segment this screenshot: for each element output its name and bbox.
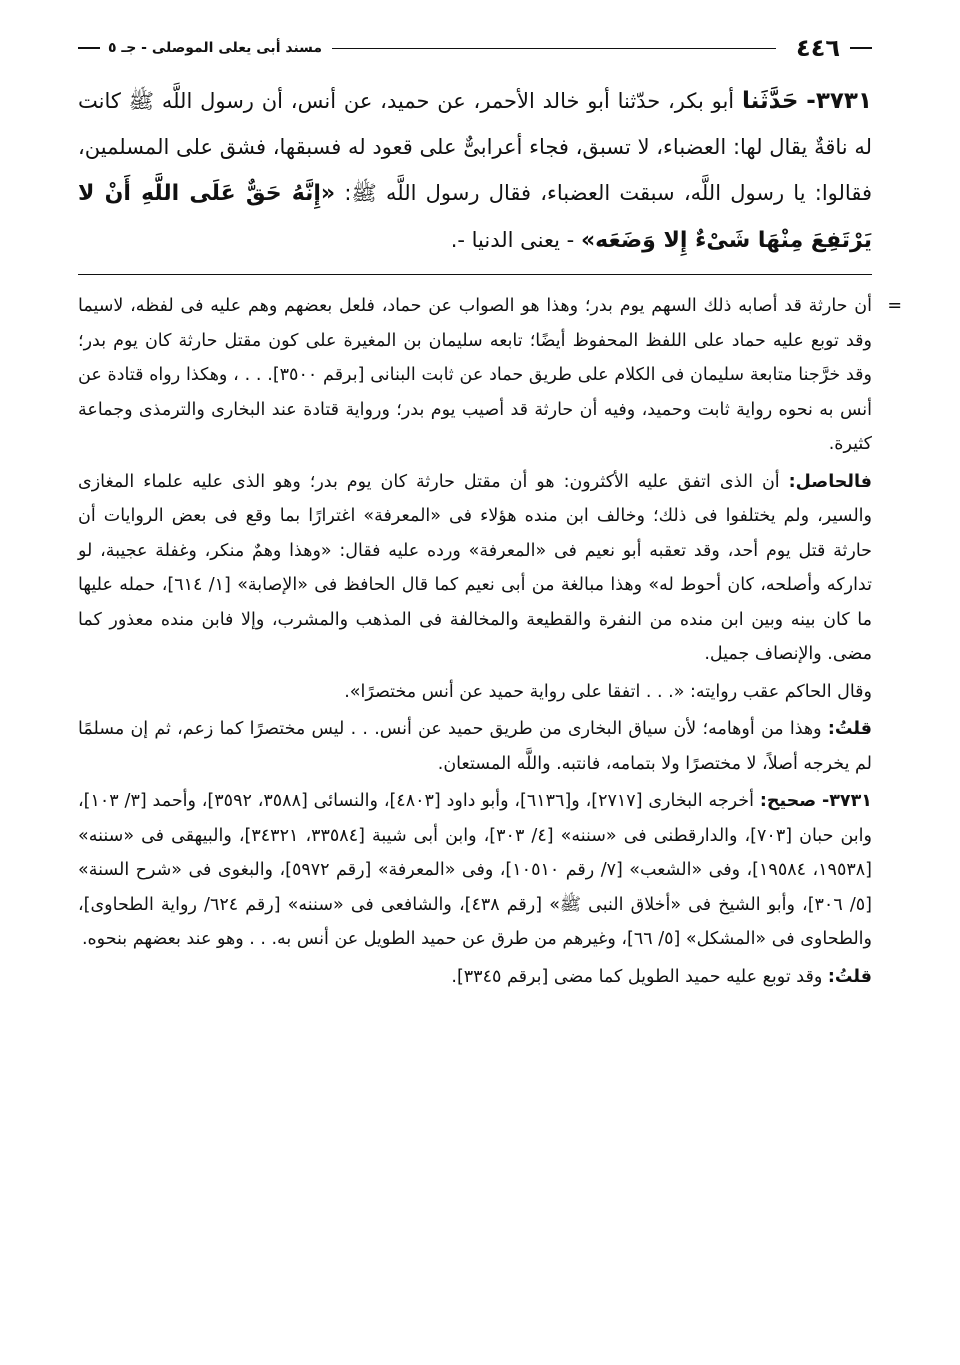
- hadith-number: ٣٧٣١-: [806, 88, 872, 114]
- header-rule: [332, 48, 776, 49]
- page-header: [78, 28, 872, 68]
- hadith-haddathana: حَدَّثَنا: [741, 88, 799, 114]
- page-number: ٤٤٦: [796, 34, 840, 62]
- takhrij-text: أخرجه البخارى [٢٧١٧]، و[٦١٣٦]، وأبو داود [٤٨٠٣]، والنسائى [٣٥٨٨، ٣٥٩٢]، وأحمد [٣/ ١٠٣]، وابن حبان [٧٠٣]، والدارقطنى فى «سننه» [٤/ ٣٠٣]، وابن أبى شيبة [٣٣٥٨٤، ٣٤٣٢١]، والبيهقى فى «سننه» [١٩٥٣٨، ١٩٥٨٤]، وفى «الشعب» [٧/ رقم ١٠٥١٠]، وفى «المعرفة» [رقم ٥٩٧٢]، والبغوى فى «شرح السنة» [٥/ ٣٠٦]، وأبو الشيخ فى «أخلاق النبى ﷺ» [رقم ٤٣٨]، والشافعى فى «سننه» [رقم ٦٢٤/ رواية الطحاوى]، والطحاوى فى «المشكل» [٥/ ٦٦]، وغيرهم من طرق عن حميد الطويل عن أنس به. . . وهو عند بعضهم بنحوه.: [78, 791, 872, 949]
- footnote-text: أن الذى اتفق عليه الأكثرون: هو أن مقتل حارثة كان يوم بدر؛ وهو الذى عليه علماء المغازى والسير، ولم يختلفوا فى ذلك؛ وخالف ابن منده هؤلاء فى «المعرفة» اغترارًا بما وقع فى بعض الروايات أن حارثة قتل يوم أحد، وقد تعقبه أبو نعيم فى «المعرفة» ورده عليه فقال: «وهذا وهمٌ منكر، وغفلة عجيبة، لو تداركه وأصلحه، كان أحوط له» وهذا مبالغة من أبى نعيم كما قال الحافظ فى «الإصابة» [١/ ٦١٤]، حمله عليها ما كان بينه وبين ابن منده من النفرة والقطيعة والمخالفة فى المذهب والمشرب، وإلا فابن منده معذور كما مضى. والإنصاف جميل.: [78, 471, 872, 664]
- takhrij-paragraph: [78, 784, 872, 957]
- prophet-words: «إِنَّهُ حَقٌّ عَلَى اللَّهِ أَنْ لا يَرْتَفِعَ مِنْهَا شَىْءٌ إِلا وَضَعَه»: [78, 181, 872, 253]
- hadith-text: [78, 78, 872, 264]
- book-title: مسند أبى يعلى الموصلى - جـ ٥: [108, 40, 323, 56]
- footnote-paragraph: [78, 289, 902, 462]
- page: [78, 28, 902, 1345]
- footnote-label: قلتُ:: [827, 719, 872, 739]
- footnote-label: قلتُ:: [827, 966, 872, 987]
- footnote-label: فالحاصل:: [788, 471, 872, 492]
- continuation-mark: =: [887, 296, 902, 316]
- footnote-paragraph: [78, 675, 872, 710]
- footnote-paragraph: [78, 960, 872, 995]
- footnote-text: وهذا من أوهامه؛ لأن سياق البخارى من طريق حميد عن أنس. . . ليس مختصرًا كما زعم، ثم إن مسلمًا لم يخرجه أصلاً، لا مختصرًا ولا بتمامه، فانتبه. واللَّه المستعان.: [78, 719, 872, 774]
- hadith-ending: - يعنى الدنيا -.: [450, 228, 575, 252]
- footnote-paragraph: [78, 712, 872, 781]
- footnote-text: وقد توبع عليه حميد الطويل كما مضى [برقم ٣٣٤٥].: [451, 966, 823, 987]
- footnote-text: أن حارثة قد أصابه ذلك السهم يوم بدر؛ وهذا هو الصواب عن حماد، فلعل بعضهم وهم عليه فى لفظه، لاسيما وقد توبع عليه حماد على اللفظ المحفوظ أيضًا؛ تابعه سليمان بن المغيرة على كون مقتل حارثة كان يوم بدر؛ وقد خرَّجنا متابعة سليمان فى الكلام على طريق حماد عن ثابت البنانى [برقم ٣٥٠٠]. . . ، وهكذا رواه قتادة عن أنس به نحوه رواية ثابت وحميد، وفيه أن حارثة قد أصيب يوم بدر؛ ورواية قتادة عند البخارى والترمذى وجماعة كثيرة.: [78, 296, 872, 454]
- hadith-body: أبو بكر، حدّثنا أبو خالد الأحمر، عن حميد، عن أنس، أن رسول اللَّه ﷺ كانت له ناقةٌ يقال لها: العضباء، لا تسبق، فجاء أعرابىٌّ على قعود له فسبقها، فشق على المسلمين، فقالوا: يا رسول اللَّه، سبقت العضباء، فقال رسول اللَّه ﷺ:: [78, 89, 872, 205]
- takhrij-grade: صحيح:: [759, 791, 817, 811]
- header-dash: [850, 47, 872, 49]
- footnote-text: وقال الحاكم عقب روايته: «. . . اتفقا على رواية حميد عن أنس مختصرًا».: [344, 681, 872, 702]
- footnotes: [78, 289, 902, 994]
- footnote-paragraph: [78, 465, 872, 672]
- takhrij-number: ٣٧٣١-: [821, 791, 872, 811]
- header-dash: [78, 47, 100, 49]
- footnote-separator: [78, 274, 872, 275]
